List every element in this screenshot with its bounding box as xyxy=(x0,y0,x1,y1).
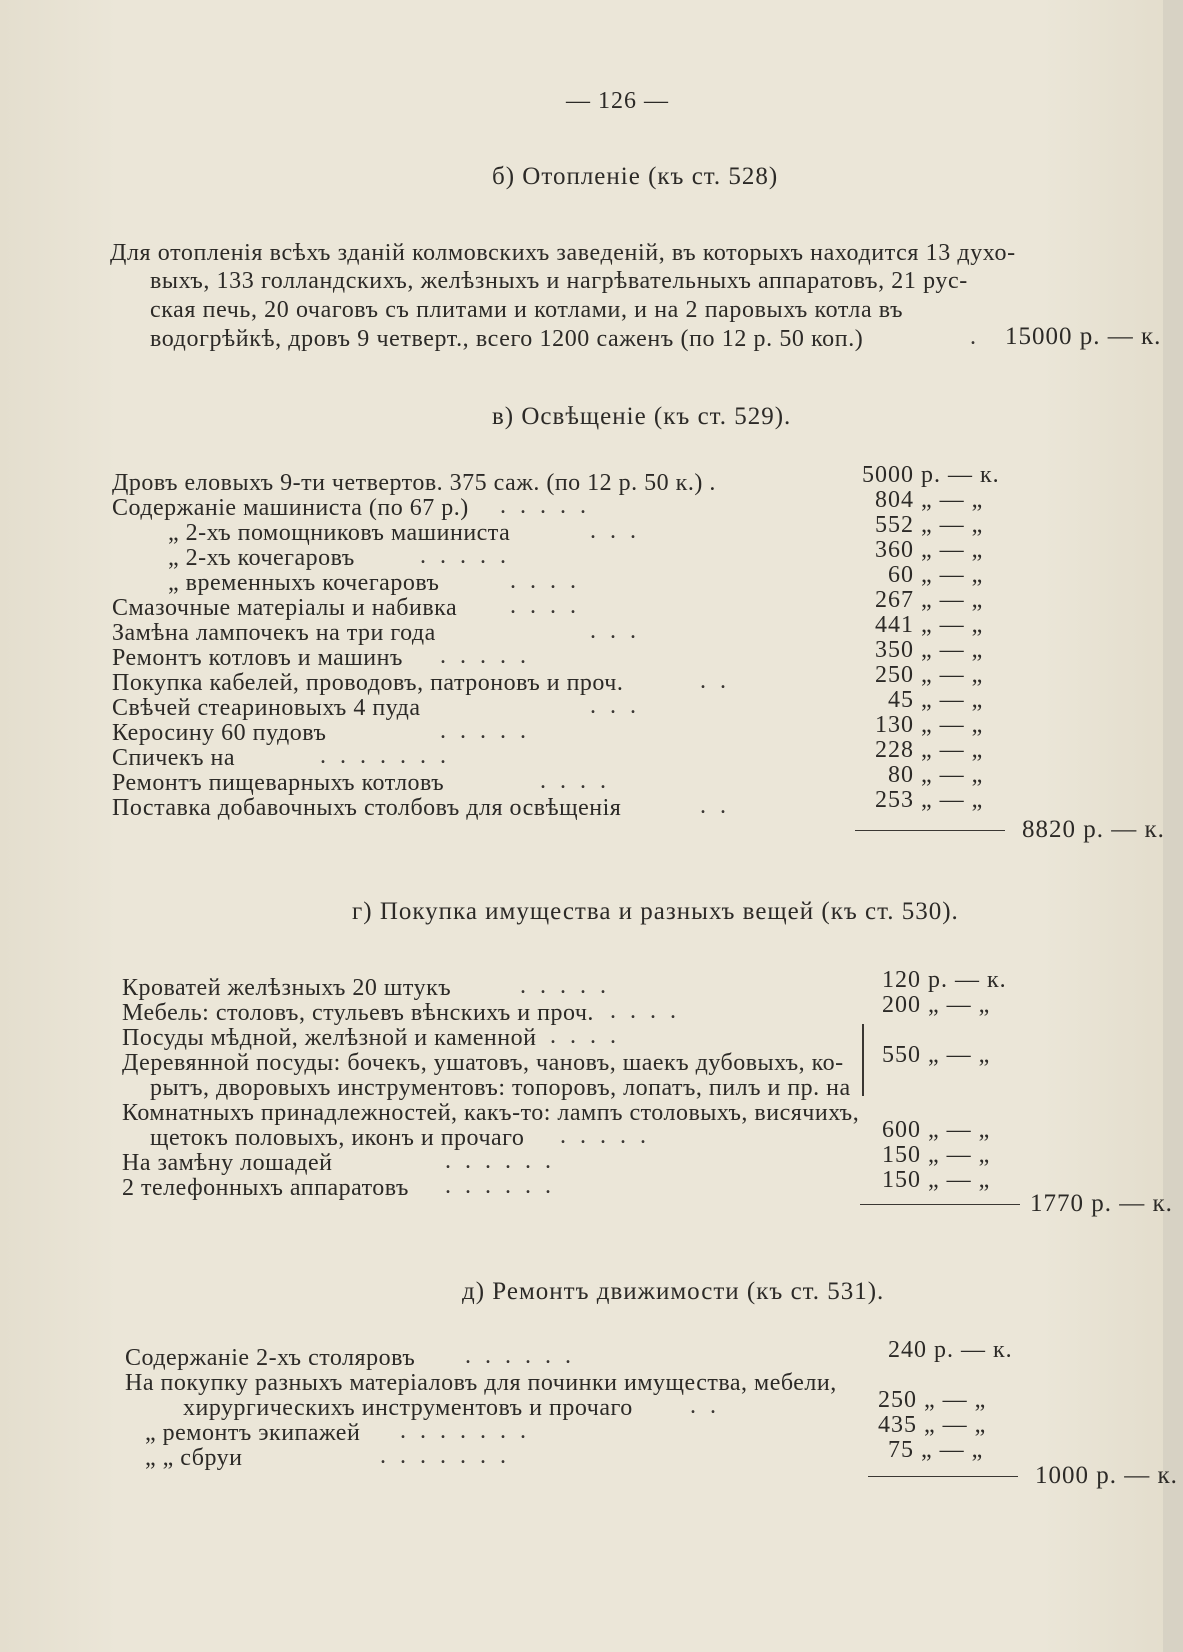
lighting-amount: 804 „ — „ xyxy=(875,487,984,513)
lighting-item: „ 2-хъ помощниковъ машиниста xyxy=(168,520,511,546)
lighting-amount: 253 „ — „ xyxy=(875,787,984,813)
leader-dots: . . . . . . xyxy=(445,1148,555,1174)
lighting-item: Покупка кабелей, проводовъ, патроновъ и проч. xyxy=(112,670,624,696)
leader-dots: . . . . . xyxy=(420,543,510,569)
repair-total: 1000 р. — к. xyxy=(1035,1462,1178,1489)
section-heading-heating: б) Отопленіе (къ ст. 528) xyxy=(492,163,779,190)
lighting-item: „ временныхъ кочегаровъ xyxy=(168,570,440,596)
lighting-amount: 441 „ — „ xyxy=(875,612,984,638)
property-item: рытъ, дворовыхъ инструментовъ: топоровъ, лопатъ, пилъ и пр. на xyxy=(150,1075,851,1101)
repair-item: Содержаніе 2-хъ столяровъ xyxy=(125,1345,416,1371)
repair-amount: 250 „ — „ xyxy=(878,1387,987,1413)
repair-amount: 75 „ — „ xyxy=(888,1437,984,1463)
property-item: Мебель: столовъ, стульевъ вѣнскихъ и проч. xyxy=(122,1000,594,1026)
leader-dots: . . . . xyxy=(510,568,580,594)
lighting-amount: 552 „ — „ xyxy=(875,512,984,538)
leader-dots: . . . xyxy=(590,693,640,719)
section-heading-lighting: в) Освѣщеніе (къ ст. 529). xyxy=(492,403,792,430)
property-item: Кроватей желѣзныхъ 20 штукъ xyxy=(122,975,452,1001)
lighting-amount: 250 „ — „ xyxy=(875,662,984,688)
repair-item: „ „ сбруи xyxy=(145,1445,243,1471)
leader-dots: . . . . . . . xyxy=(320,743,450,769)
sum-rule xyxy=(868,1476,1018,1477)
heating-paragraph-line: водогрѣйкѣ, дровъ 9 четверт., всего 1200 саженъ (по 12 р. 50 коп.) xyxy=(150,326,864,352)
leader-dots: . . . . . xyxy=(440,643,530,669)
lighting-amount: 130 „ — „ xyxy=(875,712,984,738)
leader-dots: . . . xyxy=(590,518,640,544)
leader-dots: . . . . . . . xyxy=(400,1418,530,1444)
lighting-item: Спичекъ на xyxy=(112,745,235,771)
leader-dots: . . . . . . . xyxy=(380,1443,510,1469)
heating-paragraph-line: Для отопленія всѣхъ зданій колмовскихъ заведеній, въ которыхъ находится 13 духо- xyxy=(110,240,1016,266)
sum-rule xyxy=(860,1204,1020,1205)
leader-dots: . . . . . xyxy=(560,1123,650,1149)
property-amount: 550 „ — „ xyxy=(882,1042,991,1068)
leader-dots: . . . . . xyxy=(520,973,610,999)
leader-dots: . . xyxy=(700,668,730,694)
leader-dots: . . . . xyxy=(540,768,610,794)
lighting-amount: 45 „ — „ xyxy=(888,687,984,713)
leader-dot: . xyxy=(970,324,980,350)
leader-dots: . . . . xyxy=(610,998,680,1024)
lighting-item: Поставка добавочныхъ столбовъ для освѣщенія xyxy=(112,795,622,821)
property-total: 1770 р. — к. xyxy=(1030,1190,1173,1217)
lighting-item: Ремонтъ котловъ и машинъ xyxy=(112,645,403,671)
lighting-item: Смазочные матеріалы и набивка xyxy=(112,595,458,621)
property-item: На замѣну лошадей xyxy=(122,1150,333,1176)
repair-item: „ ремонтъ экипажей xyxy=(145,1420,361,1446)
lighting-amount: 350 „ — „ xyxy=(875,637,984,663)
lighting-amount: 60 „ — „ xyxy=(888,562,984,588)
leader-dots: . . xyxy=(690,1393,720,1419)
lighting-item: Дровъ еловыхъ 9-ти четвертов. 375 саж. (по 12 р. 50 к.) . xyxy=(112,470,716,496)
grouping-brace xyxy=(862,1024,864,1096)
heating-paragraph-line: выхъ, 133 голландскихъ, желѣзныхъ и нагрѣвательныхъ аппаратовъ, 21 рус- xyxy=(150,268,968,294)
repair-amount: 240 р. — к. xyxy=(888,1337,1013,1363)
lighting-item: Свѣчей стеариновыхъ 4 пуда xyxy=(112,695,421,721)
leader-dots: . . . xyxy=(590,618,640,644)
lighting-amount: 360 „ — „ xyxy=(875,537,984,563)
property-item: Деревянной посуды: бочекъ, ушатовъ, чановъ, шаекъ дубовыхъ, ко- xyxy=(122,1050,844,1076)
property-amount: 120 р. — к. xyxy=(882,967,1007,993)
property-item: Комнатныхъ принадлежностей, какъ-то: лампъ столовыхъ, висячихъ, xyxy=(122,1100,860,1126)
lighting-item: Ремонтъ пищеварныхъ котловъ xyxy=(112,770,445,796)
lighting-item: Керосину 60 пудовъ xyxy=(112,720,327,746)
lighting-item: Содержаніе машиниста (по 67 р.) xyxy=(112,495,469,521)
lighting-amount: 80 „ — „ xyxy=(888,762,984,788)
heating-total: 15000 р. — к. xyxy=(1005,323,1162,350)
repair-amount: 435 „ — „ xyxy=(878,1412,987,1438)
property-amount: 200 „ — „ xyxy=(882,992,991,1018)
lighting-amount: 5000 р. — к. xyxy=(862,462,1000,488)
repair-item: На покупку разныхъ матеріаловъ для починки имущества, мебели, xyxy=(125,1370,837,1396)
section-heading-property: г) Покупка имущества и разныхъ вещей (къ ст. 530). xyxy=(352,898,959,925)
lighting-amount: 228 „ — „ xyxy=(875,737,984,763)
property-item: щетокъ половыхъ, иконъ и прочаго xyxy=(150,1125,525,1151)
leader-dots: . . . . . . xyxy=(465,1343,575,1369)
lighting-item: „ 2-хъ кочегаровъ xyxy=(168,545,355,571)
lighting-item: Замѣна лампочекъ на три года xyxy=(112,620,436,646)
repair-item: хирургическихъ инструментовъ и прочаго xyxy=(183,1395,633,1421)
lighting-amount: 267 „ — „ xyxy=(875,587,984,613)
leader-dots: . . . . . xyxy=(500,493,590,519)
section-heading-repair: д) Ремонтъ движимости (къ ст. 531). xyxy=(462,1278,885,1305)
property-amount: 150 „ — „ xyxy=(882,1167,991,1193)
page-number: — 126 — xyxy=(566,88,669,114)
leader-dots: . . . . xyxy=(510,593,580,619)
heating-paragraph-line: ская печь, 20 очаговъ съ плитами и котлами, и на 2 паровыхъ котла въ xyxy=(150,297,904,323)
property-item: Посуды мѣдной, желѣзной и каменной xyxy=(122,1025,537,1051)
leader-dots: . . . . . . xyxy=(445,1173,555,1199)
leader-dots: . . xyxy=(700,793,730,819)
page-edge xyxy=(1163,0,1183,1652)
property-amount: 600 „ — „ xyxy=(882,1117,991,1143)
lighting-total: 8820 р. — к. xyxy=(1022,816,1165,843)
sum-rule xyxy=(855,830,1005,831)
property-amount: 150 „ — „ xyxy=(882,1142,991,1168)
leader-dots: . . . . . xyxy=(530,1023,620,1049)
property-item: 2 телефонныхъ аппаратовъ xyxy=(122,1175,409,1201)
leader-dots: . . . . . xyxy=(440,718,530,744)
